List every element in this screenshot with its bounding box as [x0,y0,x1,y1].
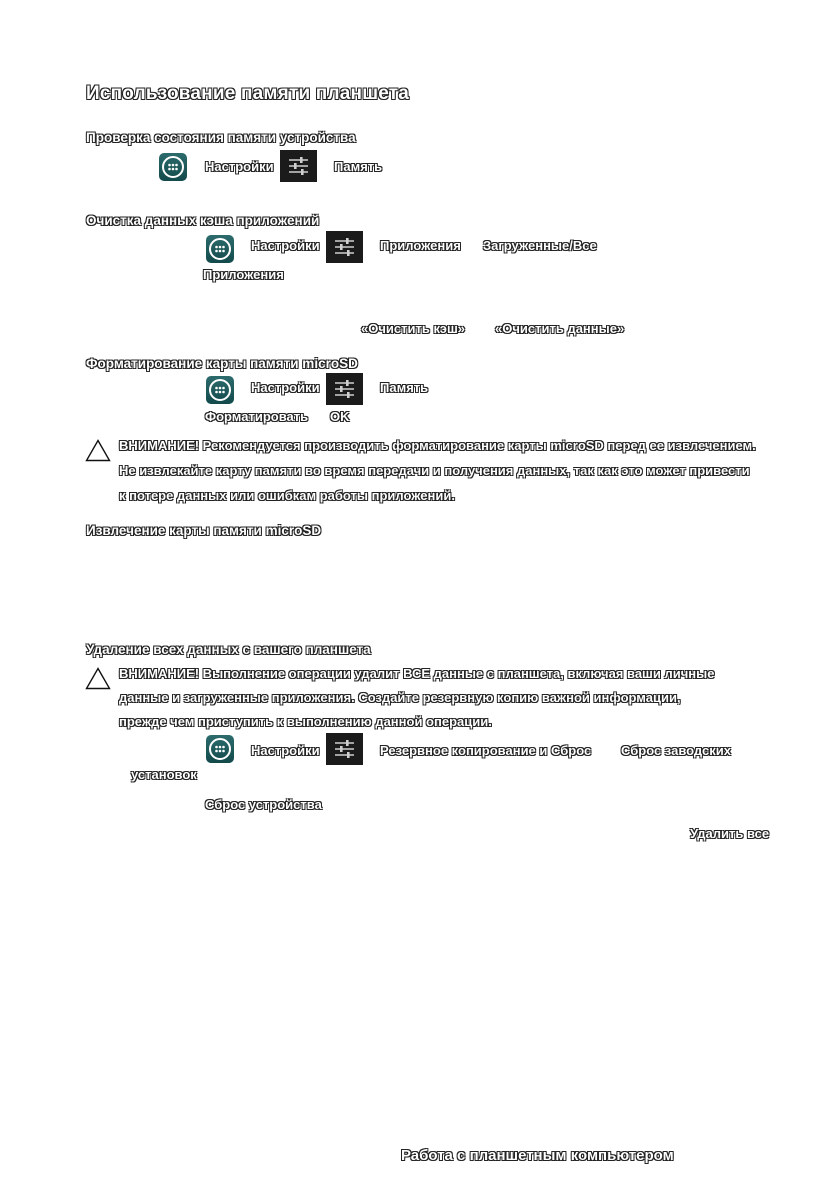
section-heading-wipe: Удаление всех данных с вашего планшета [86,642,371,657]
warning-text-line: Не извлекайте карту памяти во время передачи и получения данных, так как это может привести [119,463,750,478]
section-heading-clear-cache: Очистка данных кэша приложений [86,213,320,228]
warning-text-line: прежде чем приступить к выполнению данной операции. [119,714,492,729]
step-settings-label: Настройки [251,238,320,253]
step-settings-label: Настройки [205,159,274,174]
step-memory-label: Память [334,159,383,174]
clear-data-label: «Очистить данные» [495,321,625,336]
section-heading-check-memory: Проверка состояния памяти устройства [86,130,356,145]
step-reset-device-label: Сброс устройства [205,797,322,812]
warning-icon [85,439,111,462]
warning-text-line: к потере данных или ошибкам работы приложений. [119,488,455,503]
step-apps-label: Приложения [380,238,461,253]
section-heading-eject-sd: Извлечение карты памяти microSD [86,523,322,538]
settings-icon [326,373,363,405]
page-footer: Работа с планшетным компьютером [401,1147,674,1164]
step-settings-label: Настройки [251,380,320,395]
warning-icon [85,667,111,690]
settings-icon [280,150,317,182]
page-title: Использование памяти планшета [86,83,410,104]
warning-text-line: данные и загруженные приложения. Создайте резервную копию важной информации, [119,690,681,705]
step-delete-all-label: Удалить все [690,826,770,841]
clear-cache-label: «Очистить кэш» [361,321,466,336]
step-memory-label: Память [380,380,429,395]
apps-icon [206,376,234,404]
warning-text-line: ВНИМАНИЕ! Рекомендуется производить форматирование карты microSD перед ее извлечением. [119,438,756,453]
step-ok-label: OK [330,409,350,424]
step-settings-label: Настройки [251,743,320,758]
apps-icon [206,735,234,763]
step-factory-reset-label: Сброс заводских [621,743,731,758]
section-heading-format-sd: Форматирование карты памяти microSD [86,356,358,371]
step-apps-label-2: Приложения [203,267,284,282]
apps-icon [206,235,234,263]
settings-icon [326,231,363,263]
step-downloaded-all-label: Загруженные/Все [483,238,597,253]
step-backup-reset-label: Резервное копирование и Сброс [380,743,592,758]
warning-text-line: ВНИМАНИЕ! Выполнение операции удалит ВСЕ данные с планшета, включая ваши личные [119,666,715,681]
step-format-label: Форматировать [205,409,309,424]
apps-icon [159,153,187,181]
settings-icon [326,733,363,765]
step-factory-reset-label-2: установок [131,767,197,782]
